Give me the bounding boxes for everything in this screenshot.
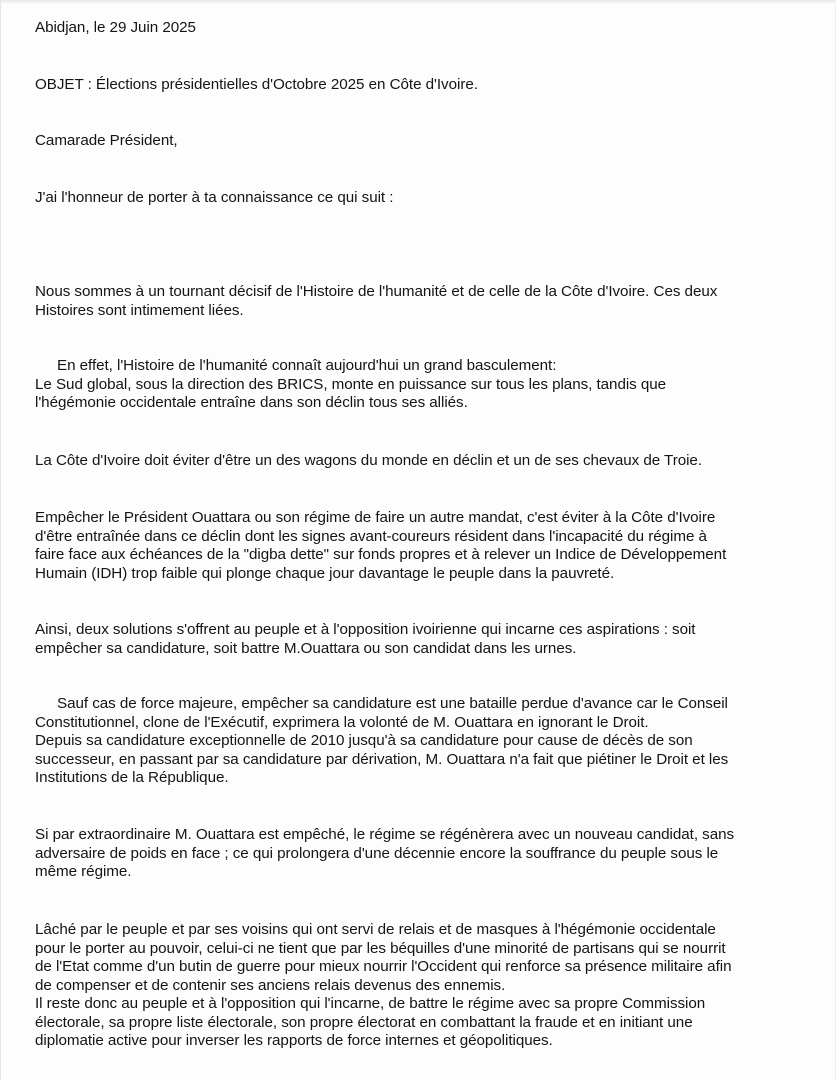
paragraph-2: [35, 357, 815, 413]
paragraph-6: [35, 695, 815, 788]
intro-line: J'ai l'honneur de porter à ta connaissance ce qui suit :: [35, 189, 394, 206]
paragraph-line: Depuis sa candidature exceptionnelle de 2010 jusqu'à sa candidature pour cause de décès de son: [35, 732, 693, 749]
paragraph-line: Institutions de la République.: [35, 769, 229, 786]
subject-line: OBJET : Élections présidentielles d'Octobre 2025 en Côte d'Ivoire.: [35, 76, 478, 93]
paragraph-line: Nous sommes à un tournant décisif de l'Histoire de l'humanité et de celle de la Côte d'Ivoire. Ces deux: [35, 283, 718, 300]
paragraph-line: empêcher sa candidature, soit battre M.Ouattara ou son candidat dans les urnes.: [35, 639, 577, 657]
paragraph-line: d'être entraînée dans ce déclin dont les signes avant-coureurs résident dans l'incapacité du régime à: [35, 527, 707, 545]
paragraph-line: successeur, en passant par sa candidature par dérivation, M. Ouattara n'a fait que piétiner le Droit et les: [35, 750, 729, 768]
paragraph-line: Constitutionnel, clone de l'Exécutif, exprimera la volonté de M. Ouattara en ignorant le Droit.: [35, 713, 649, 731]
paragraph-4: [35, 509, 815, 583]
paragraph-line: Si par extraordinaire M. Ouattara est empêché, le régime se régénèrera avec un nouveau candidat, sans: [35, 826, 735, 843]
page-top-edge: [1, 0, 836, 4]
paragraph-line: de l'Etat comme d'un butin de guerre pour mieux nourrir l'Occident qui renforce sa présence militaire afin: [35, 958, 732, 975]
paragraph-5: [35, 621, 815, 658]
paragraph-line: Humain (IDH) trop faible qui plonge chaque jour davantage le peuple dans la pauvreté.: [35, 564, 615, 582]
salutation: Camarade Président,: [35, 132, 178, 149]
paragraph-line: En effet, l'Histoire de l'humanité connaît aujourd'hui un grand basculement:: [57, 357, 557, 374]
paragraph-line: faire face aux échéances de la "digba dette" sur fonds propres et à relever un Indice de Développement: [35, 546, 727, 563]
paragraph-line: Lâché par le peuple et par ses voisins qui ont servi de relais et de masques à l'hégémonie occidentale: [35, 921, 716, 938]
paragraph-line: pour le porter au pouvoir, celui-ci ne tient que par les béquilles d'une minorité de partisans qui se nourrit: [35, 939, 726, 957]
paragraph-line: de compenser et de contenir ses anciens relais devenus des ennemis.: [35, 976, 506, 994]
paragraph-line: adversaire de poids en face ; ce qui prolongera d'une décennie encore la souffrance du peuple sous le: [35, 844, 719, 862]
paragraph-line: La Côte d'Ivoire doit éviter d'être un des wagons du monde en déclin et un de ses chevaux de Troie.: [35, 452, 702, 469]
paragraph-line: diplomatie active pour inverser les rapports de force internes et géopolitiques.: [35, 1032, 553, 1049]
paragraph-7: [35, 826, 815, 882]
paragraph-line: électorale, sa propre liste électorale, son propre électorat en combattant la fraude et en initiant une: [35, 1013, 693, 1031]
paragraph-line: l'hégémonie occidentale entraîne dans son déclin tous ses alliés.: [35, 394, 468, 411]
paragraph-line: même régime.: [35, 863, 132, 880]
paragraph-line: Histoires sont intimement liées.: [35, 301, 244, 319]
paragraph-3: [35, 452, 815, 471]
paragraph-line: Ainsi, deux solutions s'offrent au peuple et à l'opposition ivoirienne qui incarne ces aspirations : soit: [35, 621, 696, 638]
paragraph-line: Empêcher le Président Ouattara ou son régime de faire un autre mandat, c'est éviter à la Côte d'Ivoire: [35, 509, 716, 526]
paragraph-8: [35, 921, 815, 1051]
paragraph-line: Le Sud global, sous la direction des BRICS, monte en puissance sur tous les plans, tandis que: [35, 375, 667, 393]
paragraph-1: [35, 283, 815, 320]
paragraph-line: Sauf cas de force majeure, empêcher sa candidature est une bataille perdue d'avance car le Conseil: [57, 695, 728, 712]
place-date: Abidjan, le 29 Juin 2025: [35, 19, 196, 36]
paragraph-line: Il reste donc au peuple et à l'opposition qui l'incarne, de battre le régime avec sa propre Commission: [35, 995, 706, 1012]
